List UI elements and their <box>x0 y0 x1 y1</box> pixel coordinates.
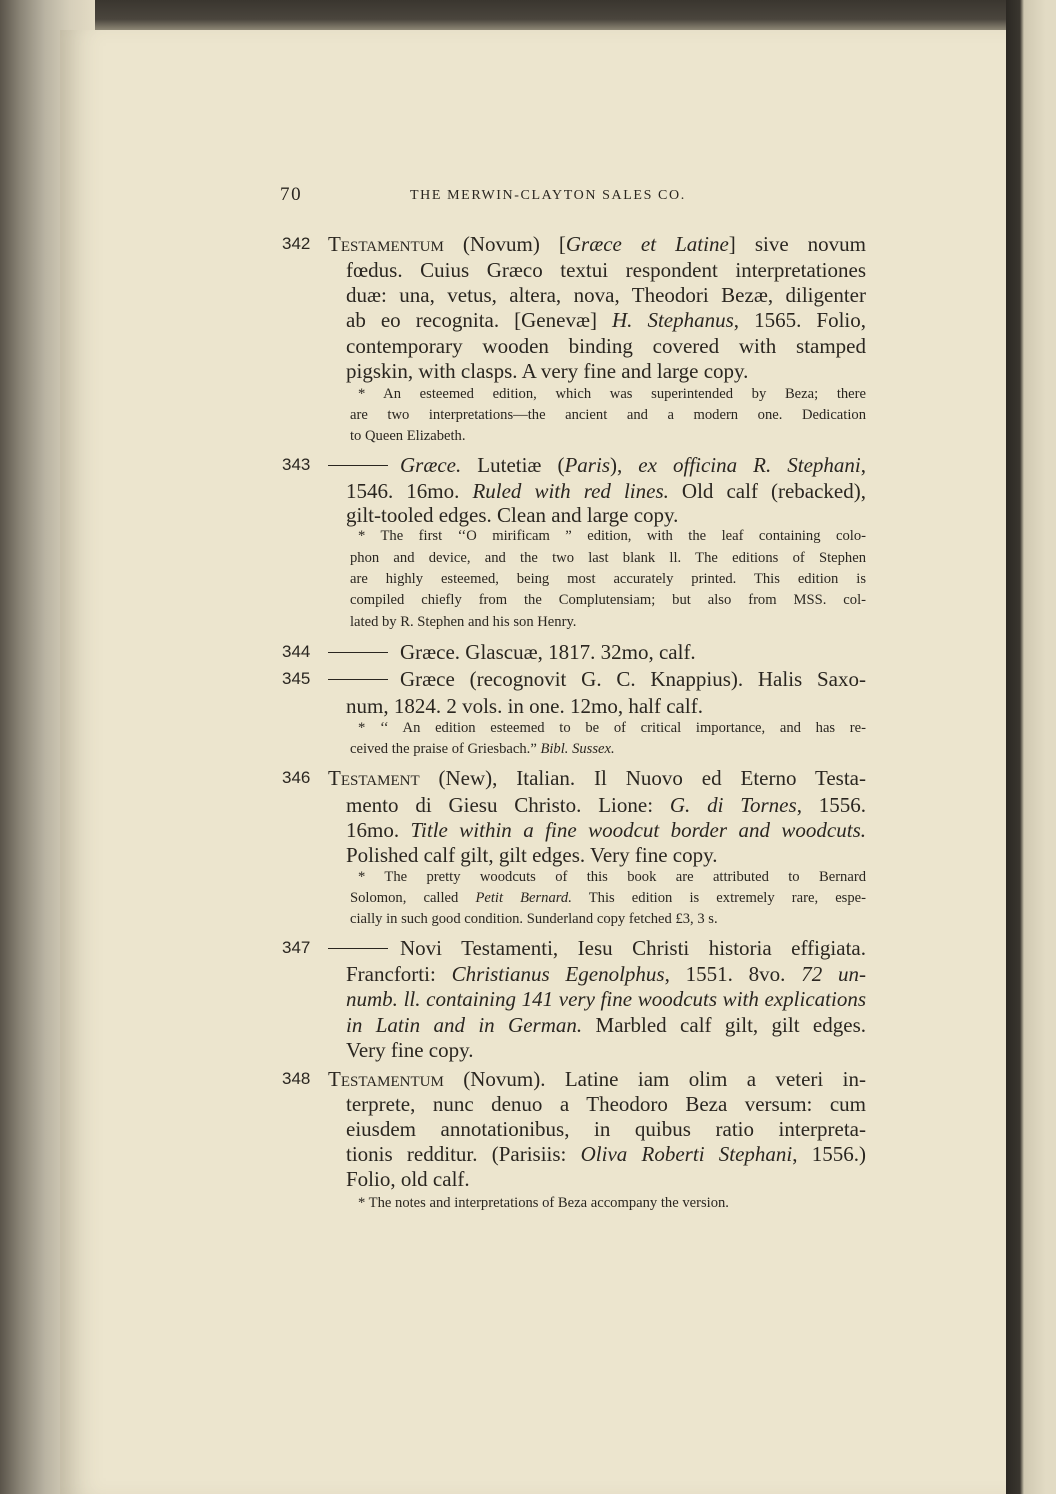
text-segment: mento di Giesu Christo. Lione: <box>346 793 670 817</box>
text-segment: Græce. Glascuæ, 1817. 32mo, calf. <box>400 640 696 664</box>
text-segment: , <box>860 453 867 477</box>
note-line <box>350 890 866 907</box>
entry-line <box>346 334 866 359</box>
text-segment: fœdus. Cuius Græco textui respondent interpretationes <box>346 258 866 282</box>
text-segment: Solomon, called <box>350 890 476 906</box>
text-segment: Græce et Latine <box>565 232 729 256</box>
note-line <box>350 571 866 588</box>
note-line <box>358 1195 729 1212</box>
entry-line <box>346 283 866 308</box>
text-segment: Bibl. Sussex. <box>540 741 615 757</box>
note-line <box>350 741 615 758</box>
lot-number: 343 <box>282 455 311 474</box>
entry-line <box>346 308 866 333</box>
text-segment: Very fine copy. <box>346 1038 474 1062</box>
entry-line <box>346 359 748 384</box>
text-segment: 16mo. <box>346 818 411 842</box>
text-segment: are two interpretations—the ancient and a modern one. Dedication <box>350 407 866 423</box>
entry-line <box>328 766 866 791</box>
text-segment: * An esteemed edition, which was superintended by Beza; there <box>358 386 866 402</box>
text-segment: Testament <box>328 766 420 790</box>
entry-line <box>346 793 866 818</box>
entry-line <box>328 667 866 692</box>
running-title: THE MERWIN-CLAYTON SALES CO. <box>410 188 686 203</box>
note-line <box>350 550 866 567</box>
entry-line <box>346 818 866 843</box>
text-segment: eiusdem annotationibus, in quibus ratio interpreta- <box>346 1117 866 1141</box>
note-line <box>350 592 866 609</box>
entry-line <box>346 1013 866 1038</box>
note-line <box>358 528 866 545</box>
text-segment: Polished calf gilt, gilt edges. Very fine copy. <box>346 843 718 867</box>
entry-line <box>328 232 866 257</box>
entry-line <box>328 1067 866 1092</box>
text-segment: Title within a fine woodcut border and woodcuts. <box>410 818 866 842</box>
text-segment: compiled chiefly from the Complutensiam; but also from MSS. col- <box>350 592 866 608</box>
text-segment: , 1551. 8vo. <box>664 962 802 986</box>
text-segment: ), <box>610 453 639 477</box>
text-segment: cially in such good condition. Sunderland copy fetched £3, 3 s. <box>350 911 718 927</box>
lot-number: 342 <box>282 234 311 253</box>
text-segment: Græce (recognovit G. C. Knappius). Halis Saxo- <box>400 667 866 691</box>
entry-line <box>346 962 866 987</box>
text-segment: gilt-tooled edges. Clean and large copy. <box>346 503 679 527</box>
text-segment: to Queen Elizabeth. <box>350 428 466 444</box>
text-segment: tionis redditur. (Parisiis: <box>346 1142 581 1166</box>
text-segment: ceived the praise of Griesbach.” <box>350 741 541 757</box>
note-line <box>358 386 866 403</box>
entry-line <box>346 479 866 504</box>
entry-line <box>328 936 866 961</box>
text-segment: Folio, old calf. <box>346 1167 470 1191</box>
entry-line <box>346 1142 866 1167</box>
text-segment: , 1556.) <box>792 1142 866 1166</box>
text-segment: Marbled calf gilt, gilt edges. <box>582 1013 866 1037</box>
text-segment: Old calf (rebacked), <box>668 479 866 503</box>
entry-line <box>346 694 703 719</box>
note-line <box>350 428 466 445</box>
text-segment: Christianus Egenolphus <box>451 962 665 986</box>
note-line <box>350 407 866 424</box>
text-segment: 72 un- <box>801 962 867 986</box>
entry-line <box>346 503 678 528</box>
text-segment: * ‘‘ An edition esteemed to be of critical importance, and has re- <box>358 720 866 736</box>
text-segment: * The notes and interpretations of Beza accompany the version. <box>358 1195 729 1211</box>
lot-number: 346 <box>282 768 311 787</box>
entry-line <box>346 1117 866 1142</box>
note-line <box>358 869 866 886</box>
entry-line <box>346 987 866 1012</box>
text-segment: are highly esteemed, being most accurately printed. This edition is <box>350 571 866 587</box>
lot-number: 348 <box>282 1069 311 1088</box>
ditto-dash <box>328 465 388 466</box>
text-segment: Petit Bernard. <box>475 890 572 906</box>
text-segment: ] sive novum <box>728 232 867 256</box>
entry-line <box>328 453 866 478</box>
entry-line <box>346 1092 866 1117</box>
note-line <box>358 720 866 737</box>
text-segment: * The pretty woodcuts of this book are attributed to Bernard <box>358 869 866 885</box>
text-segment: Testamentum <box>328 1067 444 1091</box>
text-segment: num, 1824. 2 vols. in one. 12mo, half calf. <box>346 694 703 718</box>
scan-top-edge <box>0 0 1006 32</box>
lot-number: 344 <box>282 642 311 661</box>
text-segment: This edition is extremely rare, espe- <box>571 890 866 906</box>
text-segment: G. di Tornes <box>669 793 797 817</box>
text-segment: Testamentum <box>328 232 444 256</box>
text-segment: contemporary wooden binding covered with stamped <box>346 334 866 358</box>
text-segment: , 1565. Folio, <box>733 308 866 332</box>
lot-number: 347 <box>282 938 311 957</box>
entry-line <box>346 843 718 868</box>
entry-line <box>346 1038 474 1063</box>
lot-number: 345 <box>282 669 311 688</box>
text-segment: (Novum). Latine iam olim a veteri in- <box>443 1067 866 1091</box>
text-segment: Novi Testamenti, Iesu Christi historia effigiata. <box>400 936 866 960</box>
text-segment: (New), Italian. Il Nuovo ed Eterno Testa- <box>419 766 866 790</box>
entry-line <box>346 258 866 283</box>
text-segment: in Latin and in German. <box>346 1013 583 1037</box>
ditto-dash <box>328 652 388 653</box>
text-segment: phon and device, and the two last blank ll. The editions of Stephen <box>350 550 866 566</box>
ditto-dash <box>328 948 388 949</box>
text-segment: Francforti: <box>346 962 452 986</box>
text-segment: Græce. <box>400 453 462 477</box>
text-segment: H. Stephanus <box>612 308 734 332</box>
text-segment: terprete, nunc denuo a Theodoro Beza versum: cum <box>346 1092 866 1116</box>
text-segment: pigskin, with clasps. A very fine and large copy. <box>346 359 749 383</box>
text-segment: * The first ‘‘O mirificam ” edition, with the leaf containing colo- <box>358 528 866 544</box>
ditto-dash <box>328 679 388 680</box>
note-line <box>350 911 718 928</box>
text-segment: , 1556. <box>796 793 867 817</box>
text-segment: Ruled with red lines. <box>472 479 669 503</box>
text-segment: Lutetiæ ( <box>461 453 565 477</box>
text-segment: ab eo recognita. [Genevæ] <box>346 308 612 332</box>
text-segment: duæ: una, vetus, altera, nova, Theodori Bezæ, diligenter <box>346 283 866 307</box>
page-number: 70 <box>280 184 303 205</box>
entry-line <box>346 1167 470 1192</box>
text-segment: lated by R. Stephen and his son Henry. <box>350 614 577 630</box>
text-segment: 1546. 16mo. <box>346 479 473 503</box>
next-page-edge <box>1006 0 1056 1494</box>
text-segment: Paris <box>564 453 610 477</box>
text-segment: numb. ll. containing 141 very fine woodcuts with explications <box>346 987 866 1011</box>
text-segment: ex officina R. Stephani <box>638 453 861 477</box>
text-segment: (Novum) [ <box>443 232 566 256</box>
entry-line <box>328 640 696 665</box>
note-line <box>350 614 576 631</box>
text-segment: Oliva Roberti Stephani <box>580 1142 793 1166</box>
